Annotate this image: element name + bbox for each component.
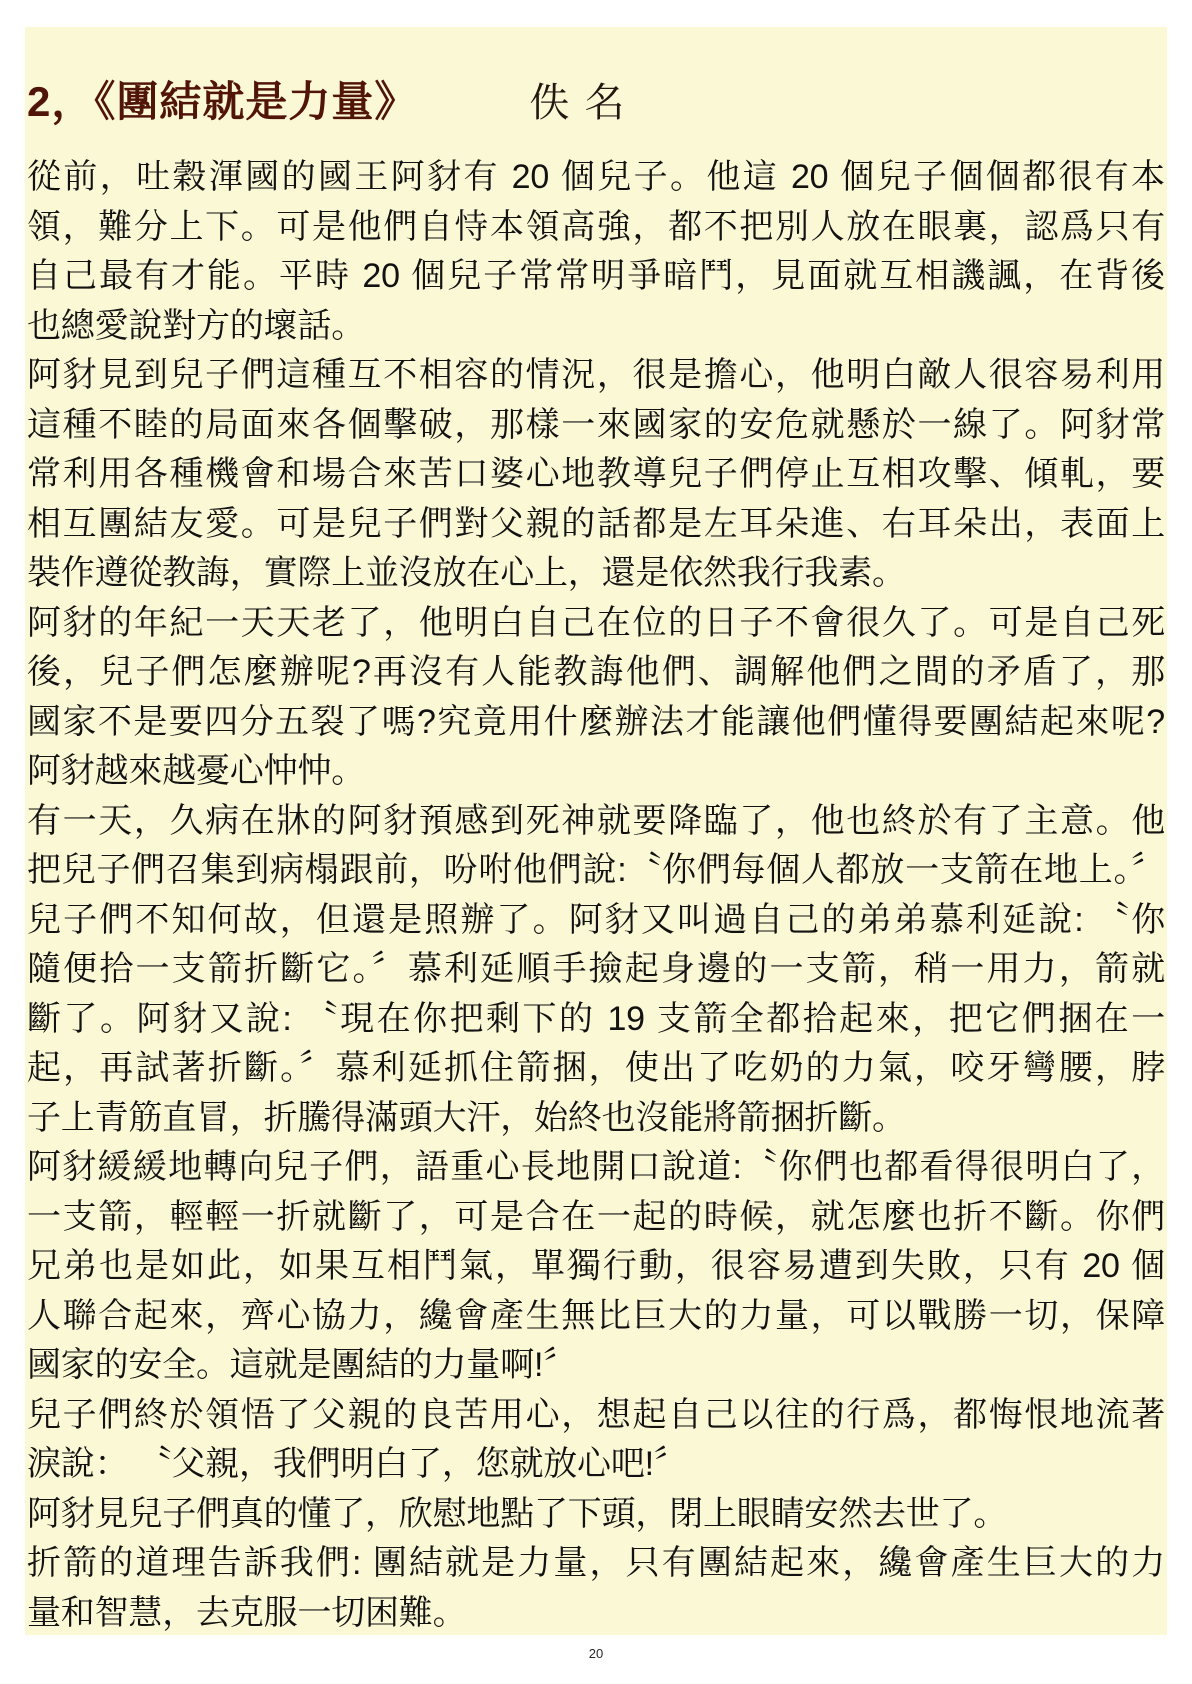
text-line: 國家的安全。這就是團結的力量啊!〞 — [27, 1346, 578, 1384]
text-line: 從前，吐穀渾國的國王阿豺有 20 個兒子。他這 20 個兒子個個都很有本 — [27, 158, 1165, 196]
text-line: 裝作遵從教誨，實際上並沒放在心上，還是依然我行我素。 — [27, 554, 906, 592]
page-number: 20 — [588, 1646, 604, 1661]
text-line: 量和智慧，去克服一切困難。 — [27, 1593, 467, 1632]
text-line: 一支箭，輕輕一折就斷了，可是合在一起的時候，就怎麼也折不斷。你們 — [27, 1197, 1165, 1236]
text-line: 常利用各種機會和場合來苦口婆心地教導兒子們停止互相攻擊、傾軋，要 — [27, 455, 1165, 493]
paragraph — [27, 351, 1165, 599]
text-line: 這種不睦的局面來各個擊破，那樣一來國家的安危就懸於一線了。阿豺常 — [27, 405, 1165, 444]
page-paper — [25, 27, 1167, 1635]
text-line: 阿豺緩緩地轉向兒子們，語重心長地開口說道:〝你們也都看得很明白了， — [27, 1148, 1165, 1186]
text-line: 阿豺見兒子們真的懂了，欣慰地點了下頭，閉上眼睛安然去世了。 — [27, 1494, 1008, 1533]
story-author: 佚 名 — [529, 81, 627, 125]
text-line: 阿豺見到兒子們這種互不相容的情況，很是擔心，他明白敵人很容易利用 — [27, 356, 1165, 394]
text-line: 把兒子們召集到病榻跟前，吩咐他們說:〝你們每個人都放一支箭在地上。〞 — [27, 851, 1165, 889]
text-line: 也總愛說對方的壞話。 — [27, 306, 365, 345]
paragraph — [27, 153, 1165, 351]
text-line: 有一天，久病在牀的阿豺預感到死神就要降臨了，他也終於有了主意。他 — [27, 801, 1165, 840]
text-line: 自己最有才能。平時 20 個兒子常常明爭暗鬥，見面就互相譏諷，在背後 — [27, 257, 1165, 295]
text-line: 阿豺越來越憂心忡忡。 — [27, 752, 365, 790]
paragraph — [27, 1490, 1165, 1540]
story-header — [25, 27, 1167, 138]
text-line: 起，再試著折斷。〞慕利延抓住箭捆，使出了吃奶的力氣，咬牙彎腰，脖 — [27, 1049, 1165, 1087]
text-line: 兒子們不知何故，但還是照辦了。阿豺又叫過自己的弟弟慕利延說: 〝你 — [27, 900, 1165, 939]
paragraph — [27, 797, 1165, 1144]
text-line: 兒子們終於領悟了父親的良苦用心，想起自己以往的行爲，都悔恨地流著 — [27, 1395, 1165, 1434]
text-line: 人聯合起來，齊心協力，纔會產生無比巨大的力量，可以戰勝一切，保障 — [27, 1296, 1165, 1335]
paragraph — [27, 1391, 1165, 1490]
paragraph — [27, 1539, 1165, 1635]
text-line: 子上青筋直冒，折騰得滿頭大汗，始終也沒能將箭捆折斷。 — [27, 1098, 906, 1137]
story-body — [25, 153, 1167, 1635]
paragraph — [27, 599, 1165, 797]
text-line: 領，難分上下。可是他們自恃本領高強，都不把別人放在眼裏，認爲只有 — [27, 207, 1165, 246]
text-line: 國家不是要四分五裂了嗎?究竟用什麼辦法才能讓他們懂得要團結起來呢? — [27, 702, 1165, 741]
text-line: 兄弟也是如此，如果互相鬥氣，單獨行動，很容易遭到失敗，只有 20 個 — [27, 1247, 1165, 1285]
text-line: 阿豺的年紀一天天老了，他明白自己在位的日子不會很久了。可是自己死 — [27, 603, 1165, 642]
text-line: 淚說： 〝父親，我們明白了，您就放心吧!〞 — [27, 1445, 688, 1483]
text-line: 斷了。阿豺又說: 〝現在你把剩下的 19 支箭全都拾起來，把它們捆在一 — [27, 999, 1165, 1038]
story-title: 2，《團結就是力量》 — [27, 78, 418, 125]
text-line: 隨便拾一支箭折斷它。〞慕利延順手撿起身邊的一支箭，稍一用力，箭就 — [27, 950, 1165, 988]
text-line: 折箭的道理告訴我們: 團結就是力量，只有團結起來，纔會產生巨大的力 — [27, 1544, 1165, 1582]
paragraph — [27, 1143, 1165, 1391]
text-line: 相互團結友愛。可是兒子們對父親的話都是左耳朵進、右耳朵出，表面上 — [27, 504, 1165, 543]
text-line: 後，兒子們怎麼辦呢?再沒有人能教誨他們、調解他們之間的矛盾了，那 — [27, 653, 1165, 691]
